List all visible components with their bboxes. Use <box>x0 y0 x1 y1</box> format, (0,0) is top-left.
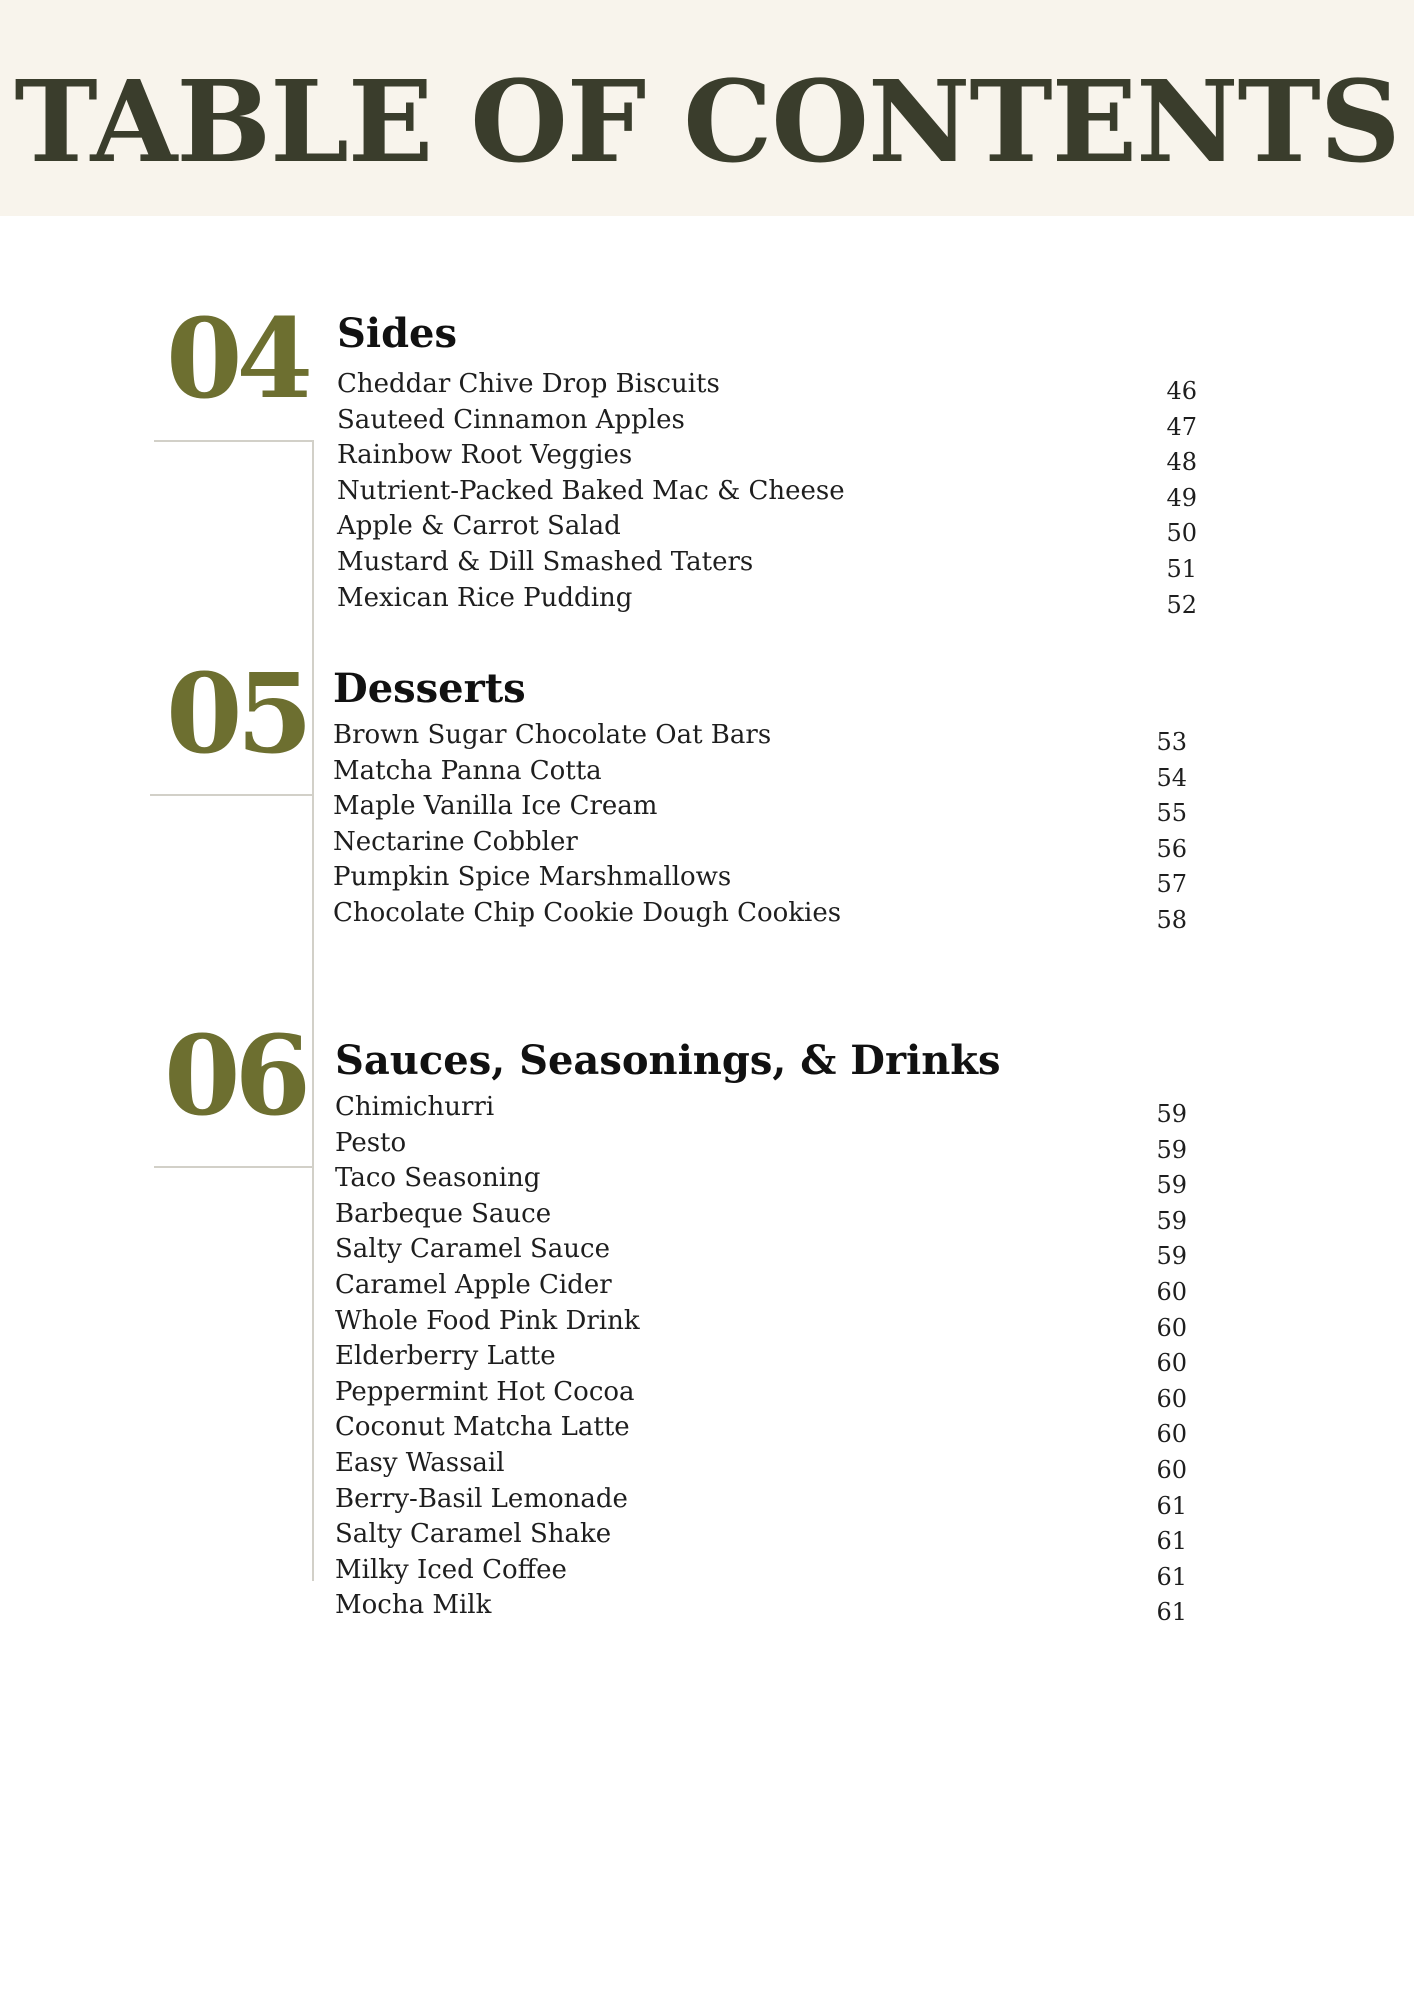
item-title: Berry-Basil Lemonade <box>335 1483 628 1514</box>
item-title: Easy Wassail <box>335 1447 505 1478</box>
item-title: Maple Vanilla Ice Cream <box>333 791 658 822</box>
item-list <box>337 367 1197 619</box>
section-title: Desserts <box>333 665 526 712</box>
item-title: Brown Sugar Chocolate Oat Bars <box>333 720 772 750</box>
list-item[interactable] <box>335 1304 1187 1340</box>
item-page: 59 <box>1156 1100 1187 1128</box>
list-item[interactable] <box>337 438 1197 477</box>
item-title: Barbeque Sauce <box>335 1198 552 1229</box>
list-item[interactable] <box>335 1588 1187 1627</box>
list-item[interactable] <box>335 1126 1187 1162</box>
list-item[interactable] <box>335 1446 1187 1482</box>
item-page: 60 <box>1156 1277 1187 1306</box>
item-page: 60 <box>1156 1313 1187 1342</box>
list-item[interactable] <box>337 403 1197 439</box>
item-title: Nectarine Cobbler <box>333 826 578 857</box>
item-page: 49 <box>1166 483 1197 512</box>
item-title: Caramel Apple Cider <box>335 1269 612 1300</box>
list-item[interactable] <box>335 1339 1187 1378</box>
item-page: 61 <box>1156 1527 1187 1556</box>
item-page: 54 <box>1156 763 1187 792</box>
item-page: 61 <box>1156 1598 1187 1627</box>
section-title: Sides <box>337 310 458 357</box>
item-title: Mocha Milk <box>335 1590 492 1621</box>
item-title: Taco Seasoning <box>335 1163 541 1194</box>
item-page: 52 <box>1166 590 1197 619</box>
item-page: 55 <box>1156 799 1187 828</box>
item-page: 60 <box>1156 1455 1187 1484</box>
item-title: Pesto <box>335 1127 407 1158</box>
list-item[interactable] <box>337 509 1197 548</box>
item-title: Whole Food Pink Drink <box>335 1305 640 1336</box>
item-page: 61 <box>1156 1491 1187 1520</box>
item-page: 60 <box>1156 1384 1187 1413</box>
item-title: Cheddar Chive Drop Biscuits <box>337 369 720 399</box>
list-item[interactable] <box>335 1517 1187 1556</box>
item-page: 59 <box>1156 1171 1187 1200</box>
section-divider <box>150 794 312 796</box>
item-title: Mustard & Dill Smashed Taters <box>337 546 754 577</box>
vertical-divider <box>312 441 314 1581</box>
item-page: 46 <box>1166 377 1197 405</box>
item-title: Pumpkin Spice Marshmallows <box>333 862 732 893</box>
list-item[interactable] <box>335 1375 1187 1411</box>
section-divider <box>154 1166 314 1168</box>
header-band <box>0 0 1414 216</box>
item-title: Elderberry Latte <box>335 1341 556 1372</box>
page-title: TABLE OF CONTENTS <box>14 57 1400 188</box>
section-number: 06 <box>164 1011 306 1140</box>
section-number: 04 <box>166 294 308 423</box>
item-title: Apple & Carrot Salad <box>337 511 621 542</box>
item-title: Rainbow Root Veggies <box>337 440 633 471</box>
item-page: 53 <box>1156 728 1187 756</box>
item-title: Salty Caramel Shake <box>335 1519 612 1550</box>
item-title: Nutrient-Packed Baked Mac & Cheese <box>337 475 845 506</box>
item-page: 60 <box>1156 1420 1187 1449</box>
list-item[interactable] <box>335 1553 1187 1589</box>
list-item[interactable] <box>333 789 1187 828</box>
item-title: Sauteed Cinnamon Apples <box>337 404 685 435</box>
list-item[interactable] <box>335 1410 1187 1449</box>
item-page: 58 <box>1156 905 1187 934</box>
list-item[interactable] <box>333 754 1187 790</box>
item-title: Salty Caramel Sauce <box>335 1234 610 1265</box>
item-page: 59 <box>1156 1206 1187 1235</box>
list-item[interactable] <box>335 1268 1187 1304</box>
list-item[interactable] <box>335 1482 1187 1518</box>
list-item[interactable] <box>337 581 1197 617</box>
item-page: 57 <box>1156 870 1187 899</box>
item-title: Chocolate Chip Cookie Dough Cookies <box>333 897 842 928</box>
item-list <box>333 718 1187 932</box>
list-item[interactable] <box>333 896 1187 932</box>
list-item[interactable] <box>335 1197 1187 1233</box>
list-item[interactable] <box>335 1090 1187 1126</box>
item-page: 61 <box>1156 1562 1187 1591</box>
list-item[interactable] <box>335 1161 1187 1200</box>
item-page: 51 <box>1166 554 1197 583</box>
item-title: Mexican Rice Pudding <box>337 582 633 613</box>
list-item[interactable] <box>335 1232 1187 1271</box>
item-title: Milky Iced Coffee <box>335 1554 567 1585</box>
item-page: 50 <box>1166 519 1197 548</box>
list-item[interactable] <box>333 860 1187 899</box>
item-page: 47 <box>1166 412 1197 441</box>
section-divider <box>154 440 314 442</box>
item-title: Chimichurri <box>335 1092 495 1122</box>
item-title: Coconut Matcha Latte <box>335 1412 630 1443</box>
item-list <box>335 1090 1187 1627</box>
item-page: 59 <box>1156 1135 1187 1164</box>
list-item[interactable] <box>337 474 1197 510</box>
item-page: 59 <box>1156 1242 1187 1271</box>
list-item[interactable] <box>333 825 1187 861</box>
section-number: 05 <box>166 649 308 778</box>
item-title: Matcha Panna Cotta <box>333 755 602 786</box>
item-page: 60 <box>1156 1349 1187 1378</box>
list-item[interactable] <box>337 545 1197 581</box>
item-title: Peppermint Hot Cocoa <box>335 1376 635 1407</box>
list-item[interactable] <box>337 367 1197 403</box>
list-item[interactable] <box>333 718 1187 754</box>
section-title: Sauces, Seasonings, & Drinks <box>335 1037 1001 1084</box>
item-page: 56 <box>1156 834 1187 863</box>
item-page: 48 <box>1166 448 1197 477</box>
